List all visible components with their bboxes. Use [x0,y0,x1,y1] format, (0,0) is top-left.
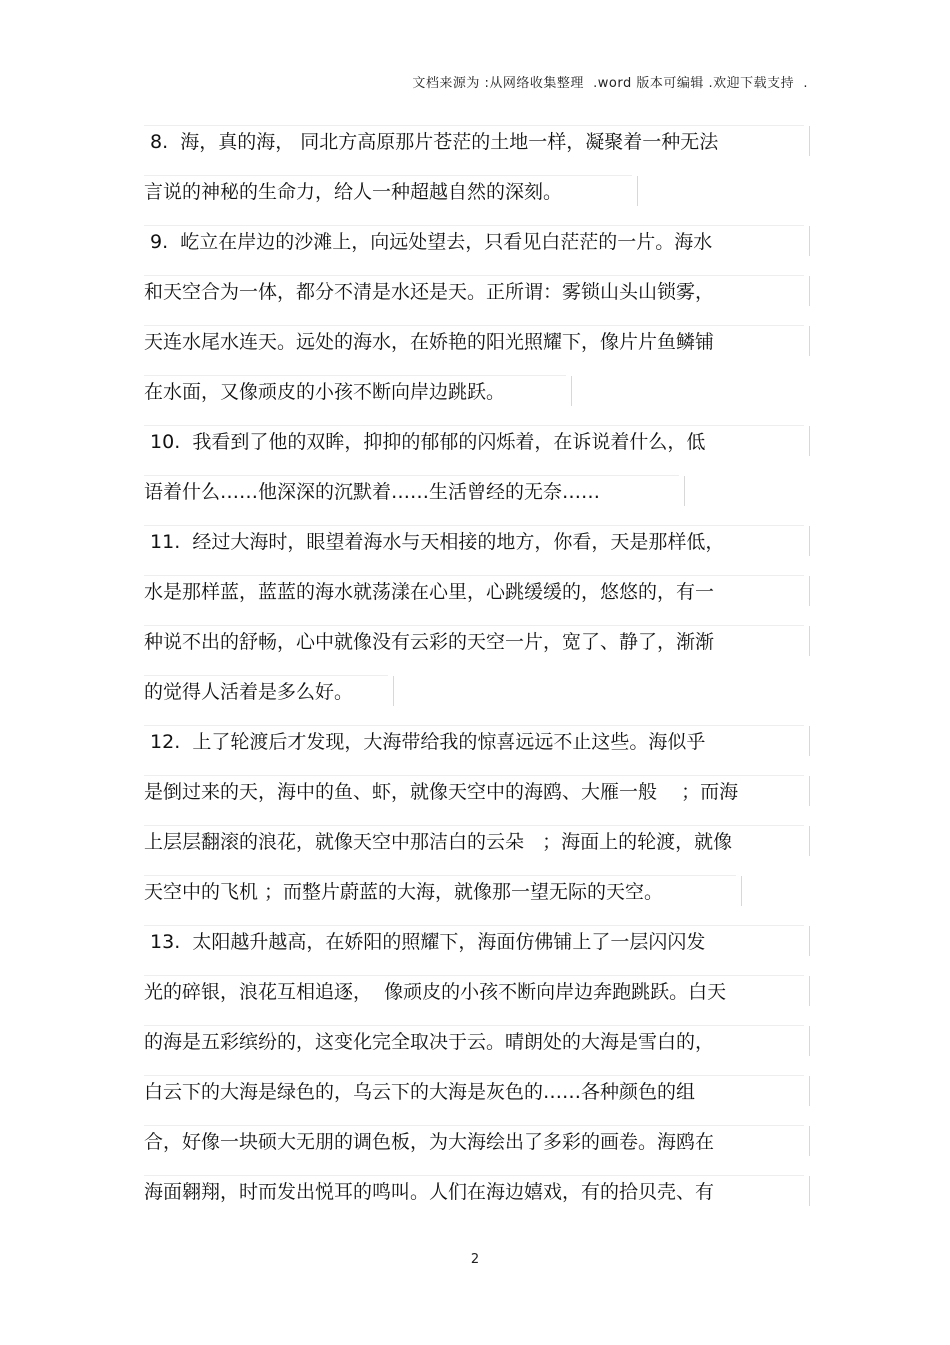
text-line: 水是那样蓝，蓝蓝的海水就荡漾在心里，心跳缓缓的，悠悠的，有一 [144,578,804,606]
page-header: 文档来源为 :从网络收集整理 .word 版本可编辑 .欢迎下载支持 . [412,76,808,91]
text-line: 10. 我看到了他的双眸，抑抑的郁郁的闪烁着，在诉说着什么，低 [144,428,804,456]
line-divider [809,226,810,256]
line-divider [809,126,810,156]
text-line: 合，好像一块硕大无朋的调色板，为大海绘出了多彩的画卷。海鸥在 [144,1128,804,1156]
text-line: 8. 海，真的海， 同北方高原那片苍茫的土地一样，凝聚着一种无法 [144,128,804,156]
text-line: 天空中的飞机 ；而整片蔚蓝的大海，就像那一望无际的天空。 [144,878,736,906]
text-line: 是倒过来的天，海中的鱼、虾，就像天空中的海鸥、大雁一般 ；而海 [144,778,804,806]
line-divider [809,626,810,656]
line-divider [809,826,810,856]
text-line: 光的碎银，浪花互相追逐， 像顽皮的小孩不断向岸边奔跑跳跃。白天 [144,978,804,1006]
text-line: 9. 屹立在岸边的沙滩上，向远处望去，只看见白茫茫的一片。海水 [144,228,804,256]
line-divider [809,1126,810,1156]
line-divider [809,926,810,956]
line-divider [393,676,394,706]
line-divider [809,726,810,756]
line-divider [809,276,810,306]
text-line: 种说不出的舒畅，心中就像没有云彩的天空一片，宽了、静了，渐渐 [144,628,804,656]
line-divider [809,426,810,456]
page-number: 2 [470,1252,480,1267]
text-line: 和天空合为一体，都分不清是水还是天。正所谓：雾锁山头山锁雾， [144,278,804,306]
text-line: 天连水尾水连天。远处的海水，在娇艳的阳光照耀下，像片片鱼鳞铺 [144,328,804,356]
line-divider [809,1076,810,1106]
text-line: 在水面，又像顽皮的小孩不断向岸边跳跃。 [144,378,566,406]
line-divider [684,476,685,506]
text-line: 海面翱翔，时而发出悦耳的鸣叫。人们在海边嬉戏，有的拾贝壳、有 [144,1178,804,1206]
text-line: 11. 经过大海时，眼望着海水与天相接的地方，你看，天是那样低， [144,528,804,556]
text-line: 语着什么……他深深的沉默着……生活曾经的无奈…… [144,478,679,506]
text-line: 的海是五彩缤纷的，这变化完全取决于云。晴朗处的大海是雪白的， [144,1028,804,1056]
line-divider [809,776,810,806]
line-divider [637,176,638,206]
line-divider [809,1026,810,1056]
line-divider [809,1176,810,1206]
text-line: 上层层翻滚的浪花，就像天空中那洁白的云朵 ；海面上的轮渡，就像 [144,828,804,856]
text-line: 13. 太阳越升越高，在娇阳的照耀下，海面仿佛铺上了一层闪闪发 [144,928,804,956]
line-divider [809,576,810,606]
line-divider [741,876,742,906]
line-divider [809,526,810,556]
line-divider [809,976,810,1006]
line-divider [571,376,572,406]
text-line: 12. 上了轮渡后才发现，大海带给我的惊喜远远不止这些。海似乎 [144,728,804,756]
line-divider [809,326,810,356]
text-line: 言说的神秘的生命力，给人一种超越自然的深刻。 [144,178,632,206]
text-line: 的觉得人活着是多么好。 [144,678,388,706]
text-line: 白云下的大海是绿色的，乌云下的大海是灰色的……各种颜色的组 [144,1078,804,1106]
